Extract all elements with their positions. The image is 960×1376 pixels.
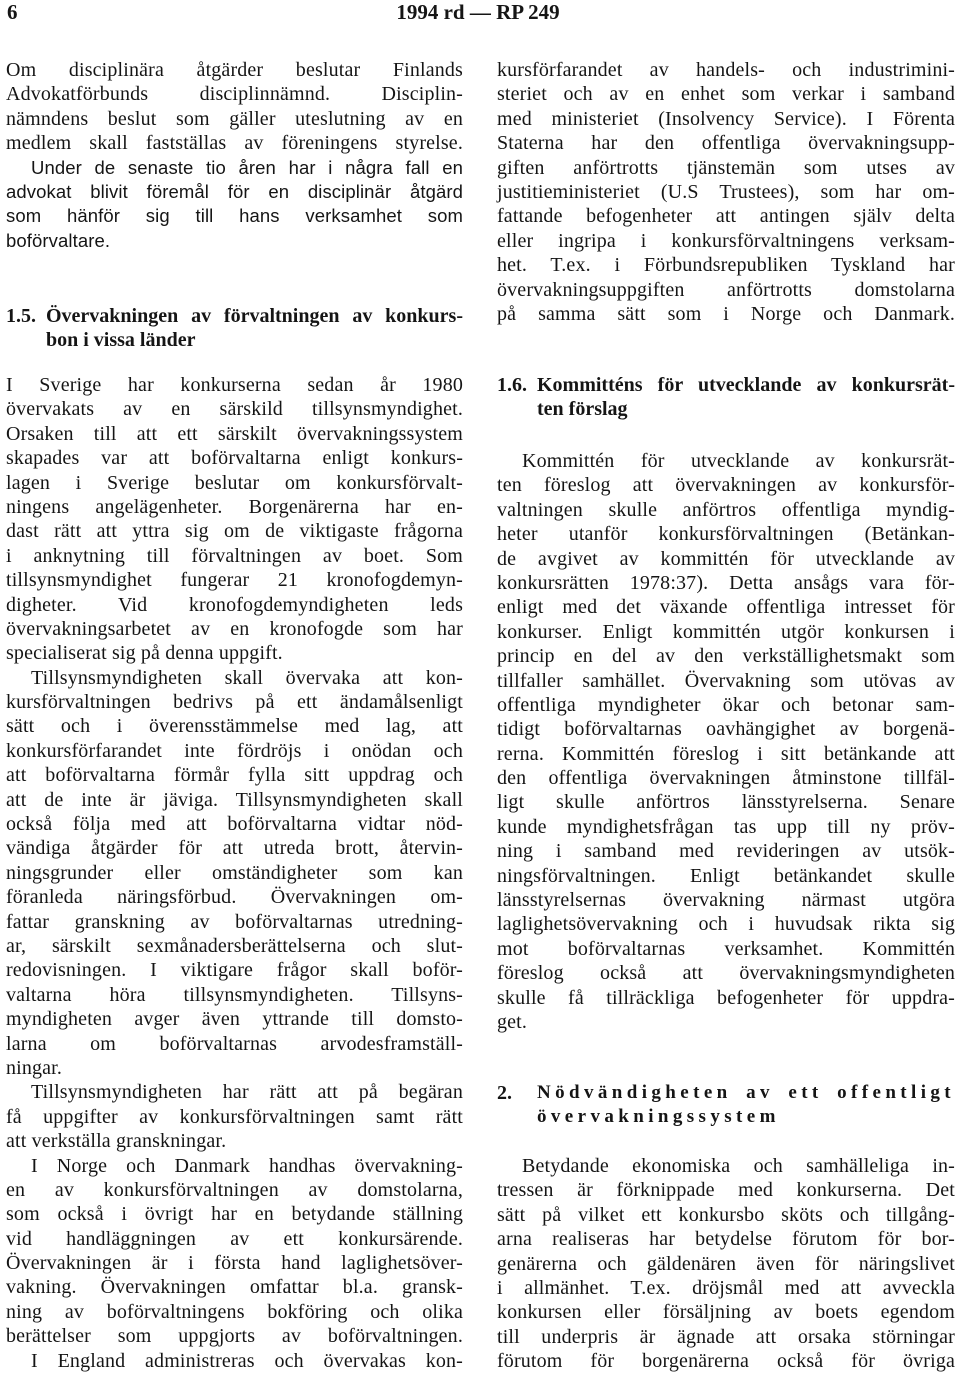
section-title-line: Övervakningen av förvaltningen av konkurs- [46, 305, 463, 327]
text-line: Om disciplinära åtgärder beslutar Finlands [6, 59, 463, 81]
right-column [497, 0, 955, 1376]
text-line: nämndens beslut som gäller uteslutning av en [6, 107, 463, 130]
text-line: Orsaken till att ett särskilt övervakningssystem [6, 422, 463, 445]
text-line: I Norge och Danmark handhas övervakning- [31, 1154, 463, 1177]
text-line: giften anförtrotts tjänstemän som utses av [497, 156, 955, 179]
text-line: larna om boförvaltarnas arvodesframställ- [6, 1032, 463, 1055]
text-line: redovisningen. I viktigare frågor skall boför- [6, 959, 463, 982]
text-line: ar, särskilt sexmånadersberättelserna och slut- [6, 934, 463, 957]
text-line: övervakats av en särskild tillsynsmyndighet. [6, 398, 463, 421]
text-line: arna realiseras har betydelse förutom för bor- [497, 1228, 955, 1251]
text-line: tillfaller samhället. Övervakning som utövas av [497, 669, 955, 692]
text-line: konkurser. Enligt kommittén utgör konkursen i [497, 620, 955, 643]
text-line: länsstyrelsernas övervakning närmast utgöra [497, 889, 955, 912]
text-line: enligt med det växande offentliga intresset för [497, 596, 955, 619]
paragraph [6, 666, 463, 1081]
text-line: Tillsynsmyndigheten skall övervaka att kon- [31, 666, 463, 689]
text-line: att verkställa granskningar. [6, 1130, 227, 1153]
text-line: konkursförfarandet inte fördröjs i onödan och [6, 739, 463, 762]
text-line: specialiserat sig på denna uppgift. [6, 642, 283, 665]
text-line: med ministeriet (Insolvency Service). I Förenta [497, 107, 955, 130]
text-line: Betydande ekonomiska och samhälleliga in- [522, 1155, 955, 1177]
text-line: I Sverige har konkurserna sedan år 1980 [6, 374, 463, 396]
text-line: heter utanför konkursförvaltningen (Betänkan- [497, 523, 955, 546]
text-line: ningens angelägenheter. Borgenärerna har en- [6, 495, 463, 518]
paragraph-group [6, 373, 463, 1373]
text-line: att de inte är jäviga. Tillsynsmyndigheten skall [6, 788, 463, 811]
paragraph [497, 449, 955, 1034]
text-line: som hänför sig till hans verksamhet som [6, 205, 463, 227]
text-line: på samma sätt som i Norge och Danmark. [497, 302, 955, 325]
text-line: lagen i Sverige beslutar om konkursförvalt- [6, 471, 463, 494]
section-title-line: Kommitténs för utvecklande av konkursrät- [537, 374, 955, 396]
section-heading-1-5 [6, 304, 463, 353]
paragraph-group [497, 58, 955, 326]
text-line: ning i samband med revideringen av utsök- [497, 840, 955, 863]
text-line: berättelser som uppgjorts av boförvaltningen. [6, 1325, 463, 1348]
text-line: tressen är förknippade med konkurserna. Det [497, 1179, 955, 1202]
text-line: Kommittén för utvecklande av konkursrät- [522, 450, 955, 472]
text-line: valtningen skulle anförtros offentliga myndig- [497, 498, 955, 521]
text-line: medlem skall fastställas av föreningens styrelse. [6, 132, 463, 155]
text-line: justitieministeriet (U.S Trustees), som har om- [497, 180, 955, 203]
text-line: het. T.ex. i Förbundsrepubliken Tyskland har [497, 254, 955, 277]
paragraph-group [497, 449, 955, 1034]
text-line: kursförvaltningen bedrivs på ett ändamålsenligt [6, 691, 463, 714]
text-line: tillsynsmyndighet fungerar 21 kronofogdemyn- [6, 569, 463, 592]
text-line: Staterna har den offentliga övervakningsupp- [497, 132, 955, 155]
paragraph [497, 58, 955, 326]
text-line: också följa med att boförvaltarna vidtar nöd- [6, 813, 463, 836]
paragraph [6, 1154, 463, 1349]
text-line: Advokatförbunds disciplinnämnd. Disciplin- [6, 83, 463, 106]
text-line: i allmänhet. T.ex. dröjsmål med att avveckla [497, 1276, 955, 1299]
section-title-line: övervakningssystem [537, 1106, 780, 1128]
text-line: konkursrätten 1978:37). Detta ansågs vara för- [497, 571, 955, 594]
paragraph [6, 1349, 463, 1373]
text-line: Under de senaste tio åren har i några fall en [31, 156, 463, 178]
paragraph [6, 373, 463, 666]
text-line: laglighetsövervakning och i huvudsak rikta sig [497, 913, 955, 936]
text-line: att boförvaltarna förmår fylla sitt uppdrag och [6, 764, 463, 787]
text-line: föranleda näringsförbud. Övervakningen om- [6, 886, 463, 909]
section-number: 2. [497, 1082, 512, 1104]
text-line: Tillsynsmyndigheten har rätt att på begäran [31, 1081, 463, 1104]
text-line: kursförfarandet av handels- och industrimini- [497, 59, 955, 81]
text-line: skapades var att boförvaltarna enligt konkurs- [6, 447, 463, 470]
text-line: ningsgrunder eller omständigheter som kan [6, 861, 463, 884]
text-line: övervakningsarbetet av en kronofogde som har [6, 617, 463, 640]
text-line: till underpris är ägnade att orsaka störningar [497, 1325, 955, 1348]
text-line: ning av boförvaltningens bokföring och olika [6, 1300, 463, 1323]
text-line: den offentliga övervakningen åtminstone tillfäl- [497, 767, 955, 790]
section-number: 1.6. [497, 374, 527, 396]
text-line: offentliga myndigheter ökar och betonar sam- [497, 693, 955, 716]
text-line: boförvaltare. [6, 229, 111, 251]
text-line: sätt och i överensstämmelse med lag, att [6, 715, 463, 738]
section-title-line: bon i vissa länder [46, 329, 196, 352]
text-line: en av konkursförvaltningen av domstolarna, [6, 1178, 463, 1201]
text-line: ligt skulle anförtros länsstyrelserna. Senare [497, 791, 955, 814]
text-line: advokat blivit föremål för en disciplinär åtgärd [6, 180, 463, 202]
text-line: de avgivet av kommittén för utvecklande av [497, 547, 955, 570]
text-line: eller ingripa i konkursförvaltningens verksam- [497, 229, 955, 252]
text-line: vakning. Övervakningen omfattar bl.a. gransk- [6, 1276, 463, 1299]
text-line: fattar granskning av boförvaltarnas utredning- [6, 910, 463, 933]
text-line: konkursen eller försäljning av boets egendom [497, 1301, 955, 1324]
text-line: ningsförvaltningen. Enligt betänkandet skulle [497, 864, 955, 887]
text-line: rerna. Kommittén föreslog i sitt betänkande att [497, 742, 955, 765]
text-line: ten föreslog att övervakningen av konkursför- [497, 474, 955, 497]
text-line: vid handläggningen av ett konkursärende. [6, 1227, 463, 1250]
paragraph [6, 156, 463, 254]
text-line: förutom för borgenärerna också för övriga [497, 1350, 955, 1373]
paragraph [497, 1154, 955, 1374]
text-line: I England administreras och övervakas kon- [31, 1349, 463, 1372]
text-line: Övervakningen är i första hand laglighetsöver- [6, 1252, 463, 1275]
paragraph [6, 1080, 463, 1153]
text-line: skulle få tillräckliga befogenheter för uppdra- [497, 986, 955, 1009]
text-line: som också i övrigt har en betydande ställning [6, 1203, 463, 1226]
section-heading-2 [497, 1081, 955, 1130]
section-title-line: ten förslag [537, 398, 628, 421]
text-line: dast rätt att yttra sig om de viktigaste frågorna [6, 520, 463, 543]
text-line: ningar. [6, 1056, 63, 1079]
text-line: valtarna höra tillsynsmyndigheten. Tillsyns- [6, 983, 463, 1006]
text-line: kunde myndighetsfrågan tas upp till ny pröv- [497, 815, 955, 838]
text-line: sätt på vilket ett konkursbo sköts och tillgång- [497, 1203, 955, 1226]
text-line: föreslog också att övervakningsmyndigheten [497, 962, 955, 985]
running-title: 1994 rd — RP 249 [396, 0, 560, 24]
page-number: 6 [7, 0, 18, 24]
text-line: get. [497, 1010, 528, 1033]
section-number: 1.5. [6, 305, 36, 327]
section-heading-1-6 [497, 373, 955, 422]
text-line: digheter. Vid kronofogdemyndigheten leds [6, 593, 463, 616]
text-line: myndigheten avger även yttrande till domsto- [6, 1008, 463, 1031]
paragraph-group [6, 58, 463, 253]
text-line: steriet och av en enhet som verkar i samband [497, 83, 955, 106]
text-line: genärerna och gäldenären även för näringslivet [497, 1252, 955, 1275]
text-line: få uppgifter av konkursförvaltningen samt rätt [6, 1105, 463, 1128]
text-line: övervakningsuppgiften anförtrotts domstolarna [497, 278, 955, 301]
text-line: i anknytning till förvaltningen av boet. Som [6, 544, 463, 567]
text-line: fattande befogenheter att antingen själv delta [497, 205, 955, 228]
text-line: princip en del av den verkställighetsmakt som [497, 645, 955, 668]
paragraph-group [497, 1154, 955, 1374]
left-column [6, 0, 463, 1376]
paragraph [6, 58, 463, 156]
text-line: vändiga åtgärder för att utreda brott, återvin- [6, 837, 463, 860]
text-line: mot boförvaltarnas verksamhet. Kommittén [497, 937, 955, 960]
text-line: tidigt boförvaltarnas oavhängighet av borgenä- [497, 718, 955, 741]
section-title-line: Nödvändigheten av ett offentligt [537, 1082, 955, 1103]
